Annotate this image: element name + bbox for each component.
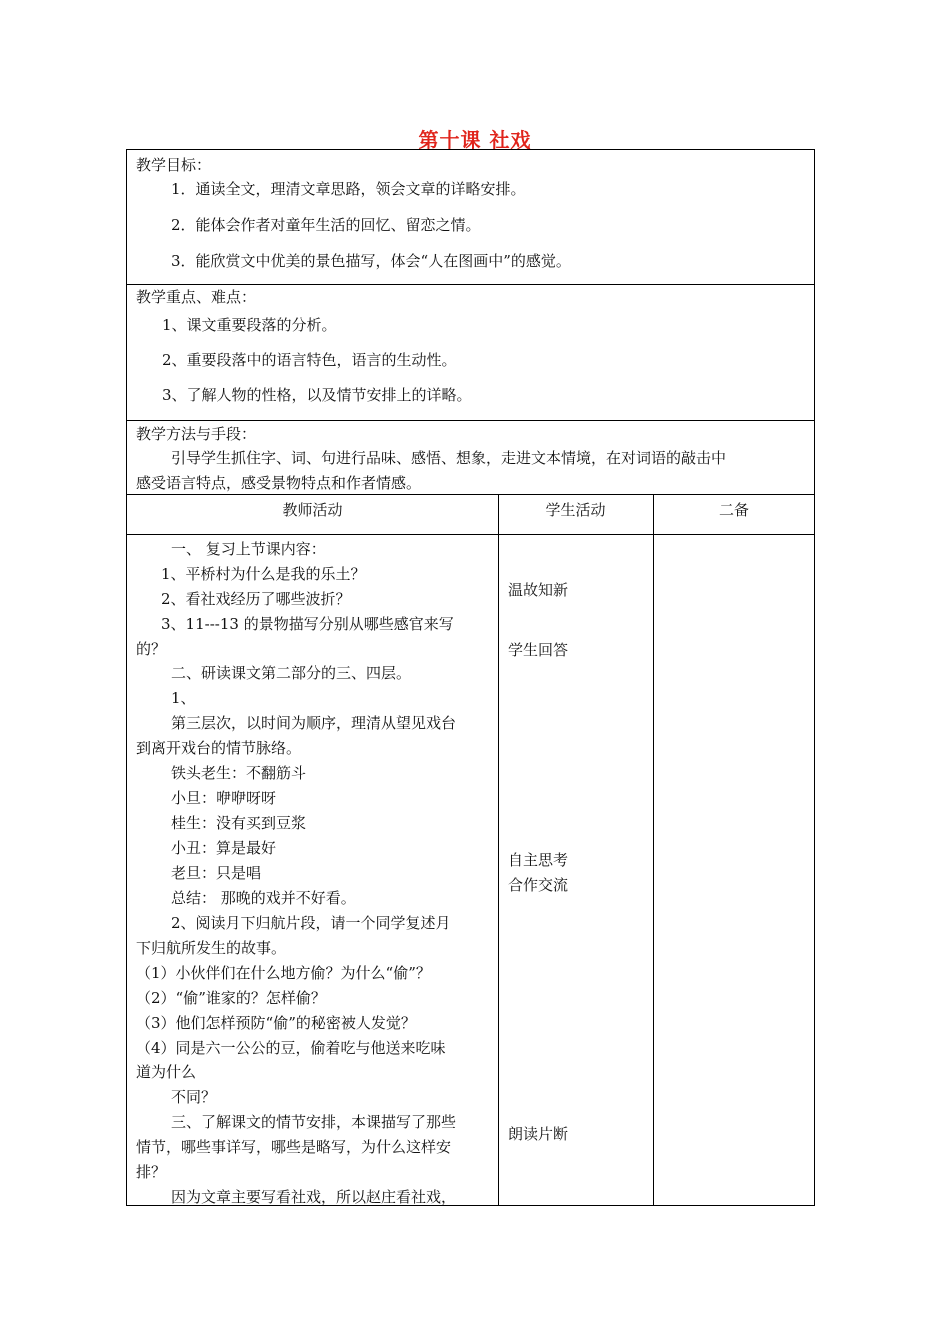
key-point-item: 1、课文重要段落的分析。	[162, 316, 337, 334]
objectives-heading: 教学目标：	[136, 156, 212, 174]
student-note: 温故知新	[508, 581, 569, 599]
teacher-line: 到离开戏台的情节脉络。	[136, 739, 302, 757]
column-divider	[653, 494, 654, 1206]
teacher-line: 第三层次，以时间为顺序，理清从望见戏台	[171, 714, 457, 732]
teacher-line: （2）“偷”谁家的？怎样偷？	[136, 989, 326, 1007]
column-divider	[498, 494, 499, 1206]
methods-heading: 教学方法与手段：	[136, 425, 257, 443]
key-point-item: 3、了解人物的性格，以及情节安排上的详略。	[162, 386, 472, 404]
teacher-line: （3）他们怎样预防“偷”的秘密被人发觉？	[136, 1014, 416, 1032]
teacher-line: （1）小伙伴们在什么地方偷？为什么“偷”？	[136, 964, 431, 982]
section-divider	[127, 420, 814, 421]
teacher-line: 小旦：咿咿呀呀	[171, 789, 277, 807]
column-header-notes: 二备	[718, 501, 749, 519]
teacher-line: 不同？	[171, 1088, 217, 1106]
student-note: 自主思考	[508, 851, 569, 869]
student-note: 学生回答	[508, 641, 569, 659]
teacher-line: 情节，哪些事详写，哪些是略写，为什么这样安	[136, 1138, 452, 1156]
teacher-line: 铁头老生：不翻筋斗	[171, 764, 307, 782]
lesson-plan-table	[126, 149, 815, 1206]
teacher-line: 2、阅读月下归航片段，请一个同学复述月	[171, 914, 451, 932]
teacher-line: 总结： 那晚的戏并不好看。	[171, 889, 356, 907]
teacher-line: 的？	[136, 640, 167, 658]
objective-item: 1．通读全文，理清文章思路，领会文章的详略安排。	[171, 180, 526, 198]
teacher-line: 老旦：只是唱	[171, 864, 262, 882]
teacher-line: 排？	[136, 1163, 167, 1181]
student-note: 合作交流	[508, 876, 569, 894]
column-header-student: 学生活动	[545, 501, 606, 519]
teacher-line: 1、平桥村为什么是我的乐土？	[161, 565, 366, 583]
page-title: 第十课 社戏	[418, 128, 532, 152]
teacher-line: 桂生：没有买到豆浆	[171, 814, 307, 832]
teacher-line: 三、了解课文的情节安排，本课描写了那些	[171, 1113, 457, 1131]
teacher-line: 下归航所发生的故事。	[136, 939, 287, 957]
teacher-line: 一、 复习上节课内容：	[171, 540, 326, 558]
key-points-heading: 教学重点、难点：	[136, 288, 257, 306]
teacher-line: 道为什么	[136, 1063, 197, 1081]
objective-item: 3．能欣赏文中优美的景色描写，体会“人在图画中”的感觉。	[171, 252, 571, 270]
key-point-item: 2、重要段落中的语言特色，语言的生动性。	[162, 351, 457, 369]
teacher-line: 3、11---13 的景物描写分别从哪些感官来写	[161, 615, 454, 633]
student-note: 朗读片断	[508, 1125, 569, 1143]
objective-item: 2．能体会作者对童年生活的回忆、留恋之情。	[171, 216, 481, 234]
column-header-teacher: 教师活动	[282, 501, 343, 519]
teacher-line: 因为文章主要写看社戏，所以赵庄看社戏，	[171, 1188, 457, 1206]
teacher-line: 2、看社戏经历了哪些波折？	[161, 590, 351, 608]
table-header-divider	[127, 534, 814, 535]
teacher-line: 小丑：算是最好	[171, 839, 277, 857]
section-divider	[127, 284, 814, 285]
methods-text: 感受语言特点，感受景物特点和作者情感。	[136, 474, 422, 492]
teacher-line: 二、研读课文第二部分的三、四层。	[171, 664, 412, 682]
methods-text: 引导学生抓住字、词、句进行品味、感悟、想象，走进文本情境，在对词语的敲击中	[171, 449, 727, 467]
teacher-line: （4）同是六一公公的豆，偷着吃与他送来吃味	[136, 1039, 446, 1057]
teacher-line: 1、	[171, 689, 196, 707]
section-divider	[127, 494, 814, 495]
